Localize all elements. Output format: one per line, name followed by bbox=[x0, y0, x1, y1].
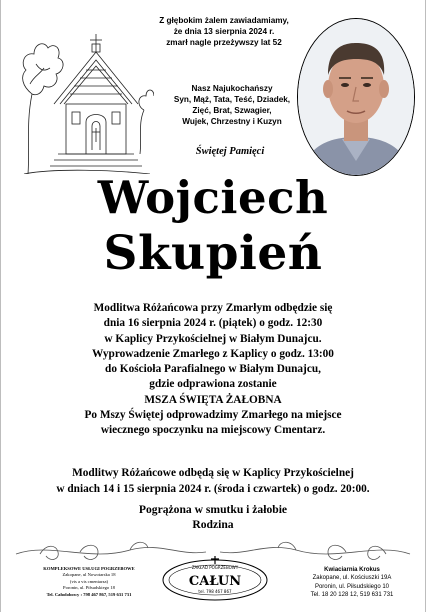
logo-arc-text: ZAKŁAD POGRZEBOWY bbox=[191, 565, 239, 570]
ceremony-line: w Kaplicy Przykościelnej w Białym Dunajcu. bbox=[104, 332, 322, 345]
rosary-line: Modlitwy Różańcowe odbędą się w Kaplicy Przykościelnej bbox=[72, 467, 354, 479]
ceremony-line: dnia 16 sierpnia 2024 r. (piątek) o godz. 12:30 bbox=[103, 317, 323, 330]
rosary-line: w dniach 14 i 15 sierpnia 2024 r. (środa i czwartek) o godz. 20:00. bbox=[56, 482, 370, 495]
family-line: Syn, Mąż, Tata, Teść, Dziadek, bbox=[173, 95, 291, 104]
funeral-home-contact bbox=[14, 566, 164, 598]
florist-title: Kwiaciarnia Krokus bbox=[324, 567, 380, 573]
funeral-home-line: (vis a vis cmentarza) bbox=[69, 578, 109, 584]
intro-line: że dnia 13 sierpnia 2024 r. bbox=[173, 27, 275, 36]
florist-line: Zakopane, ul. Kościuszki 19A bbox=[312, 575, 392, 582]
intro-line: Z głębokim żalem zawiadamiamy, bbox=[159, 16, 289, 25]
florist-line: Tel. 18 20 128 12, 519 631 731 bbox=[310, 591, 394, 598]
memory-label: Świętej Pamięci bbox=[195, 146, 265, 157]
rosary-details bbox=[0, 466, 426, 497]
florist-contact bbox=[288, 566, 416, 599]
ceremony-line: Wyprowadzenie Zmarłego z Kaplicy o godz. 13:00 bbox=[92, 347, 334, 360]
intro-line: zmarł nagle przeżywszy lat 52 bbox=[166, 38, 282, 47]
funeral-home-line: Zakopane, ul Nowotarska 18 bbox=[62, 572, 116, 578]
ceremony-details bbox=[0, 301, 426, 439]
last-name: Skupień bbox=[103, 226, 323, 281]
family-line: Wujek, Chrzestny i Kuzyn bbox=[182, 117, 282, 126]
florist-line: Poronin, ul. Piłsudskiego 10 bbox=[314, 583, 390, 590]
family-relations bbox=[158, 83, 306, 127]
ceremony-line: gdzie odprawiona zostanie bbox=[149, 378, 277, 391]
calun-logo bbox=[160, 552, 270, 602]
first-name: Wojciech bbox=[97, 171, 329, 224]
funeral-home-line: Poronin, ul. Piłsudskiego 18 bbox=[63, 585, 115, 591]
ceremony-line: do Kościoła Parafialnego w Białym Dunajcu, bbox=[105, 363, 321, 376]
funeral-home-phones: Tel. Całodobowy : 798 467 867, 519 631 731 bbox=[46, 591, 132, 597]
mourners-line: Rodzina bbox=[192, 517, 234, 531]
ceremony-line: MSZA ŚWIĘTA ŻAŁOBNA bbox=[144, 393, 282, 406]
ceremony-line: Po Mszy Świętej odprowadzimy Zmarłego na miejsce bbox=[84, 409, 342, 422]
logo-name: CAŁUN bbox=[188, 574, 242, 589]
portrait-photo bbox=[297, 18, 415, 176]
chapel-illustration bbox=[14, 24, 154, 174]
mourners-signature bbox=[0, 503, 426, 532]
ceremony-line: Modlitwa Różańcowa przy Zmarłym odbędzie się bbox=[93, 302, 333, 314]
ceremony-line: wiecznego spoczynku na miejscowy Cmentarz. bbox=[100, 424, 326, 437]
intro-text bbox=[150, 15, 298, 48]
family-line: Nasz Najukochańszy bbox=[191, 84, 273, 93]
funeral-home-title: KOMPLEKSOWE USŁUGI POGRZEBOWE bbox=[43, 566, 135, 571]
family-line: Zięć, Brat, Szwagier, bbox=[192, 106, 272, 115]
mourners-line: Pogrążona w smutku i żałobie bbox=[138, 503, 288, 516]
logo-bottom-text: tel. 798 467 867 bbox=[198, 589, 232, 594]
